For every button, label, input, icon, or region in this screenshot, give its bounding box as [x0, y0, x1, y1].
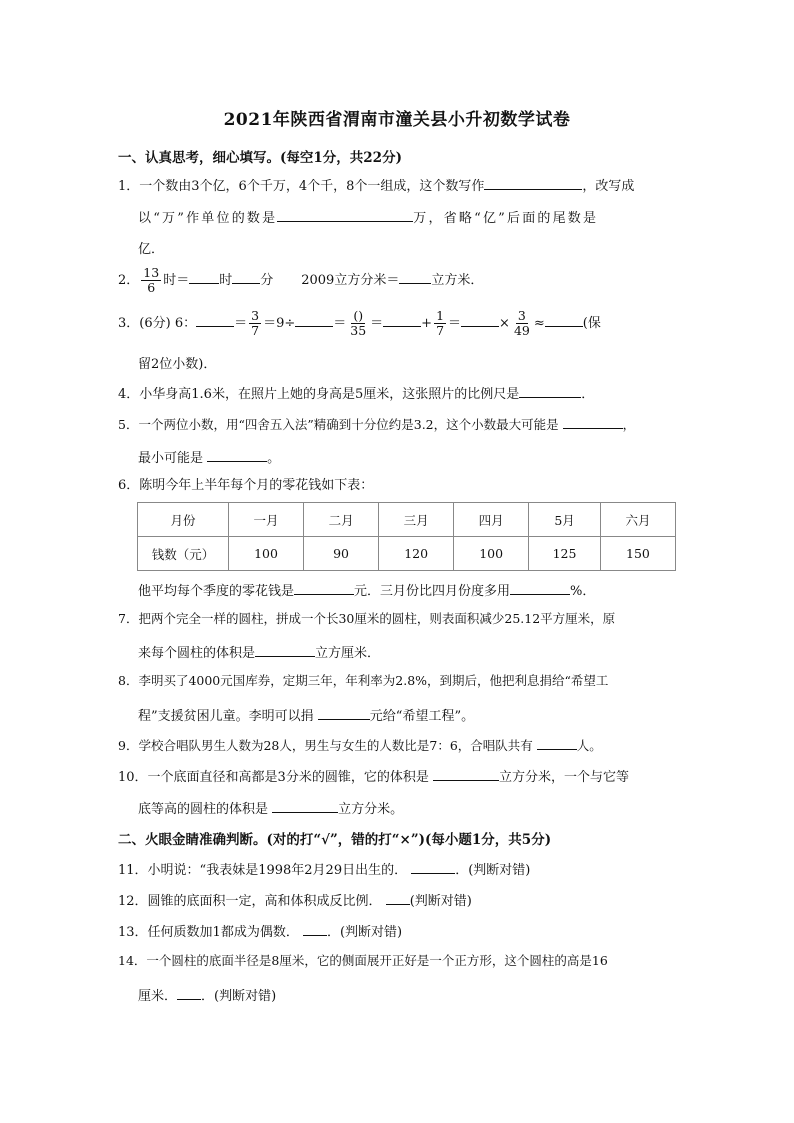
section-1-heading: 一、认真思考，细心填写。(每空1分，共22分) — [118, 150, 402, 166]
question-9-text: 人。 — [576, 738, 602, 753]
question-5-text: 最小可能是 — [138, 451, 204, 466]
plus-sign: + — [421, 316, 433, 331]
question-8-line-1: 8．李明买了4000元国库券，定期三年，年利率为2.8%，到期后，他把利息捐给“希望工 — [118, 673, 609, 688]
fraction-denominator: 49 — [513, 323, 530, 338]
answer-blank[interactable] — [232, 270, 260, 284]
question-11-text: ．(判断对错) — [455, 863, 531, 878]
answer-blank[interactable] — [255, 643, 315, 657]
question-3 — [118, 309, 678, 338]
equals-sign: ＝ — [448, 316, 462, 331]
answer-blank[interactable] — [563, 415, 623, 429]
answer-blank[interactable] — [537, 736, 577, 750]
question-6-text: %． — [570, 584, 596, 599]
question-14-text: ．(判断对错) — [201, 989, 277, 1004]
answer-blank[interactable] — [294, 581, 354, 595]
question-14-line-1: 14．一个圆柱的底面半径是8厘米，它的侧面展开正好是一个正方形，这个圆柱的高是16 — [118, 953, 608, 968]
times-sign: × — [499, 316, 510, 331]
table-header-row — [138, 503, 676, 537]
question-4 — [118, 384, 678, 403]
question-9 — [118, 736, 678, 754]
question-2-text: 分 — [260, 273, 274, 288]
answer-blank[interactable] — [510, 581, 570, 595]
fraction-denominator: 7 — [251, 323, 260, 338]
fraction — [434, 309, 446, 338]
question-12-text: 12．圆锥的底面积一定，高和体积成反比例． — [118, 894, 382, 909]
table-cell: 六月 — [600, 503, 675, 537]
answer-blank[interactable] — [277, 208, 413, 222]
answer-blank[interactable] — [383, 313, 421, 327]
question-6-line-2 — [138, 580, 595, 599]
question-13-text: ．(判断对错) — [326, 925, 403, 940]
fraction-denominator: 7 — [436, 323, 445, 338]
answer-blank[interactable] — [399, 270, 431, 284]
question-11 — [118, 860, 678, 879]
question-6-text: 他平均每个季度的零花钱是 — [138, 584, 295, 599]
fraction — [512, 309, 532, 338]
question-2-text: 2009立方分米＝ — [301, 273, 400, 288]
allowance-table — [137, 502, 676, 571]
answer-blank[interactable] — [461, 313, 499, 327]
question-1-text: 万，省略“亿”后面的尾数是 — [413, 211, 599, 226]
answer-blank[interactable] — [318, 706, 370, 720]
table-cell: 二月 — [304, 503, 379, 537]
question-3-line-2: 留2位小数)． — [138, 357, 217, 372]
question-10-text: 底等高的圆柱的体积是 — [138, 802, 269, 817]
question-12 — [118, 891, 678, 910]
fraction-denominator: 35 — [350, 323, 367, 338]
fraction — [348, 309, 368, 338]
question-2-text: 时 — [219, 273, 233, 288]
answer-blank[interactable] — [519, 384, 581, 398]
answer-blank[interactable] — [411, 860, 455, 874]
fraction-denominator: 6 — [147, 280, 156, 295]
table-cell: 120 — [379, 537, 454, 571]
question-8-text: 程”支援贫困儿童。李明可以捐 — [138, 709, 314, 724]
question-8-line-2 — [138, 705, 474, 724]
question-number: 3．(6分) 6： — [118, 316, 197, 331]
question-1-text: ，改写成 — [582, 179, 635, 194]
question-7-line-2 — [138, 642, 380, 661]
fraction — [141, 266, 161, 295]
question-1-line-2 — [138, 207, 598, 226]
answer-blank[interactable] — [484, 176, 582, 190]
answer-blank[interactable] — [433, 767, 499, 781]
question-10-text: 立方分米，一个与它等 — [498, 770, 629, 785]
question-1-line-1 — [118, 176, 678, 195]
question-14-text: 厘米． — [138, 989, 178, 1004]
table-row — [138, 537, 676, 571]
question-10-text: 10．一个底面直径和高都是3分米的圆锥，它的体积是 — [118, 770, 429, 785]
question-8-text: 元给“希望工程”。 — [369, 709, 475, 724]
section-2-heading: 二、火眼金睛准确判断。(对的打“√”，错的打“×”)(每小题1分，共5分) — [118, 832, 552, 848]
question-6: 6．陈明今年上半年每个月的零花钱如下表： — [118, 478, 374, 493]
question-2-text: 立方米． — [431, 273, 484, 288]
table-cell: 150 — [600, 537, 675, 571]
question-5-text: 。 — [267, 451, 281, 466]
answer-blank[interactable] — [196, 313, 234, 327]
question-13 — [118, 922, 678, 941]
question-7-text: 来每个圆柱的体积是 — [138, 646, 256, 661]
equals-sign: ＝ — [370, 316, 384, 331]
question-9-text: 9．学校合唱队男生人数为28人，男生与女生的人数比是7：6，合唱队共有 — [118, 738, 533, 753]
question-2-text: 时＝ — [163, 273, 190, 288]
table-cell: 四月 — [454, 503, 529, 537]
question-5-line-2 — [138, 447, 280, 466]
table-cell: 三月 — [379, 503, 454, 537]
answer-blank[interactable] — [207, 448, 267, 462]
question-5-text: 5．一个两位小数，用“四舍五入法”精确到十分位约是3.2，这个小数最大可能是 — [118, 417, 559, 432]
table-cell: 125 — [529, 537, 601, 571]
question-11-text: 11．小明说：“我表妹是1998年2月29日出生的． — [118, 863, 408, 878]
answer-blank[interactable] — [303, 922, 327, 936]
math-text: ＝9÷ — [263, 316, 296, 331]
fraction-numerator: 3 — [517, 308, 526, 323]
question-6-text: 元．三月份比四月份度多用 — [354, 584, 511, 599]
approx-sign: ≈ — [533, 316, 545, 331]
question-13-text: 13．任何质数加1都成为偶数． — [118, 925, 299, 940]
answer-blank[interactable] — [386, 891, 410, 905]
fraction-numerator: 13 — [143, 265, 160, 280]
question-10-line-1 — [118, 767, 678, 786]
table-cell: 100 — [229, 537, 304, 571]
table-cell: 90 — [304, 537, 379, 571]
table-cell: 100 — [454, 537, 529, 571]
question-12-text: (判断对错) — [409, 894, 472, 909]
question-5-line-1 — [118, 415, 678, 433]
answer-blank[interactable] — [189, 270, 219, 284]
fraction-numerator: 3 — [251, 308, 260, 323]
question-14-line-2 — [138, 985, 276, 1004]
question-3-text: (保 — [582, 316, 601, 331]
question-7-text: 立方厘米． — [315, 646, 381, 661]
answer-blank[interactable] — [177, 986, 201, 1000]
question-number: 2． — [118, 273, 140, 288]
equals-sign: ＝ — [333, 316, 347, 331]
question-1-text: 1．一个数由3个亿，6个千万，4个千，8个一组成，这个数写作 — [118, 179, 485, 194]
question-4-text: ． — [581, 387, 595, 402]
table-cell: 5月 — [529, 503, 601, 537]
question-1-text: 以“万”作单位的数是 — [138, 211, 278, 226]
equals-sign: ＝ — [234, 316, 248, 331]
table-cell: 一月 — [229, 503, 304, 537]
question-5-text: ， — [622, 417, 636, 432]
question-4-text: 4．小华身高1.6米，在照片上她的身高是5厘米，这张照片的比例尺是 — [118, 387, 520, 402]
question-10-line-2 — [138, 798, 403, 817]
fraction-numerator: () — [353, 308, 364, 323]
question-10-text: 立方分米。 — [338, 802, 404, 817]
question-1-line-3: 亿． — [138, 242, 165, 257]
answer-blank[interactable] — [545, 313, 583, 327]
fraction — [249, 309, 261, 338]
answer-blank[interactable] — [272, 799, 338, 813]
table-cell: 月份 — [138, 503, 229, 537]
page-title: 2021年陕西省渭南市潼关县小升初数学试卷 — [223, 110, 571, 130]
question-7-line-1: 7．把两个完全一样的圆柱，拼成一个长30厘米的圆柱，则表面积减少25.12平方厘米，原 — [118, 611, 616, 626]
question-2 — [118, 266, 678, 295]
fraction-numerator: 1 — [436, 308, 445, 323]
table-cell: 钱数（元） — [138, 537, 229, 571]
answer-blank[interactable] — [295, 313, 333, 327]
